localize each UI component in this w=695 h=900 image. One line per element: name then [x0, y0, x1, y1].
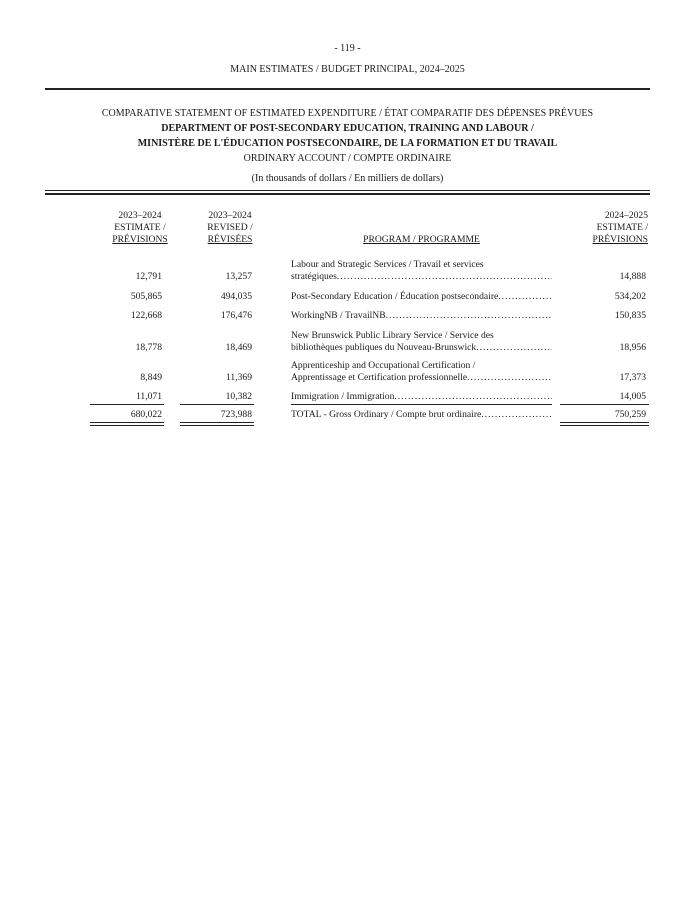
leader-dots: [476, 342, 552, 354]
estimate-2023-value: 18,778: [135, 342, 162, 353]
title-rule-top: [45, 190, 650, 191]
program-name: [291, 310, 552, 322]
subtotal-rule-program: [291, 404, 552, 405]
header-line: PRÉVISIONS: [112, 234, 168, 245]
header-line: ESTIMATE /: [114, 222, 166, 233]
total-double-rule-c4-b: [560, 425, 649, 426]
leader-dots: [467, 372, 552, 384]
header-line: 2023–2024: [118, 210, 162, 221]
total-double-rule-c1-a: [90, 422, 164, 423]
estimate-2023-value: 12,791: [135, 271, 162, 282]
program-line: [291, 342, 552, 354]
revised-2023-value: 494,035: [220, 291, 252, 302]
estimate-2024-value: 17,373: [619, 372, 646, 383]
header-rule: [45, 88, 650, 90]
header-line: 2024–2025: [604, 210, 648, 221]
header-line: ESTIMATE /: [596, 222, 648, 233]
subtotal-rule-c2: [180, 404, 254, 405]
leader-dots: [337, 271, 552, 283]
total-revised-2023: 723,988: [220, 409, 252, 420]
program-line: [291, 291, 552, 303]
header-estimate-2023: [100, 210, 180, 246]
leader-dots: [394, 391, 552, 403]
account-type: ORDINARY ACCOUNT / COMPTE ORDINAIRE: [243, 153, 452, 164]
header-line: RÉVISÉES: [207, 234, 253, 245]
program-line: [291, 391, 552, 403]
estimate-2023-value: 505,865: [130, 291, 162, 302]
header-line: 2023–2024: [208, 210, 252, 221]
total-double-rule-c2-b: [180, 425, 254, 426]
program-line: Labour and Strategic Services / Travail et services: [291, 259, 484, 270]
program-name: [291, 391, 552, 403]
program-line: [291, 372, 552, 384]
estimate-2023-value: 11,071: [135, 391, 162, 402]
program-name: [291, 360, 552, 384]
header-estimate-2024: [560, 210, 648, 246]
estimate-2024-value: 14,888: [619, 271, 646, 282]
estimate-2024-value: 18,956: [619, 342, 646, 353]
program-line: Apprenticeship and Occupational Certification /: [291, 360, 476, 371]
program-line: [291, 310, 552, 322]
program-text: Immigration / Immigration: [291, 391, 395, 402]
total-estimate-2023: 680,022: [130, 409, 162, 420]
revised-2023-value: 176,476: [220, 310, 252, 321]
leader-dots: [481, 409, 552, 421]
header-line: PRÉVISIONS: [592, 234, 648, 245]
estimate-2024-value: 534,202: [614, 291, 646, 302]
estimate-2024-value: 150,835: [614, 310, 646, 321]
department-name-fr: MINISTÈRE DE L'ÉDUCATION POSTSECONDAIRE, DE LA FORMATION ET DU TRAVAIL: [137, 138, 558, 149]
subtotal-rule-c1: [90, 404, 164, 405]
program-text: Post-Secondary Education / Éducation postsecondaire: [291, 291, 499, 302]
estimate-2023-value: 122,668: [130, 310, 162, 321]
revised-2023-value: 18,469: [225, 342, 252, 353]
total-estimate-2024: 750,259: [614, 409, 646, 420]
program-text: stratégiques: [291, 271, 337, 282]
running-title: MAIN ESTIMATES / BUDGET PRINCIPAL, 2024–2025: [230, 64, 465, 75]
program-name: [291, 291, 552, 303]
total-double-rule-c2-a: [180, 422, 254, 423]
total-label: [291, 409, 552, 421]
estimate-2023-value: 8,849: [140, 372, 162, 383]
leader-dots: [386, 310, 552, 322]
estimate-2024-value: 14,005: [619, 391, 646, 402]
program-line: [291, 271, 552, 283]
program-name: [291, 259, 552, 283]
header-revised-2023: [190, 210, 270, 246]
statement-title: COMPARATIVE STATEMENT OF ESTIMATED EXPENDITURE / ÉTAT COMPARATIF DES DÉPENSES PRÉVUES: [101, 108, 594, 119]
leader-dots: [498, 291, 552, 303]
revised-2023-value: 11,369: [225, 372, 252, 383]
header-program: PROGRAM / PROGRAMME: [363, 234, 480, 245]
page-number: - 119 -: [334, 43, 361, 54]
program-name: [291, 330, 552, 354]
units-note: (In thousands of dollars / En milliers de dollars): [251, 173, 444, 184]
title-rule-bottom: [45, 193, 650, 195]
revised-2023-value: 13,257: [225, 271, 252, 282]
department-name-en: DEPARTMENT OF POST-SECONDARY EDUCATION, TRAINING AND LABOUR /: [161, 123, 534, 134]
program-line: New Brunswick Public Library Service / Service des: [291, 330, 494, 341]
revised-2023-value: 10,382: [225, 391, 252, 402]
program-text: Apprentissage et Certification professionnelle: [291, 372, 468, 383]
total-double-rule-c4-a: [560, 422, 649, 423]
program-text: WorkingNB / TravailNB: [291, 310, 386, 321]
program-text: bibliothèques publiques du Nouveau-Brunswick: [291, 342, 477, 353]
total-text: TOTAL - Gross Ordinary / Compte brut ordinaire: [291, 409, 482, 420]
program-line: [291, 409, 552, 421]
subtotal-rule-c4: [560, 404, 649, 405]
total-double-rule-c1-b: [90, 425, 164, 426]
header-line: REVISED /: [207, 222, 253, 233]
